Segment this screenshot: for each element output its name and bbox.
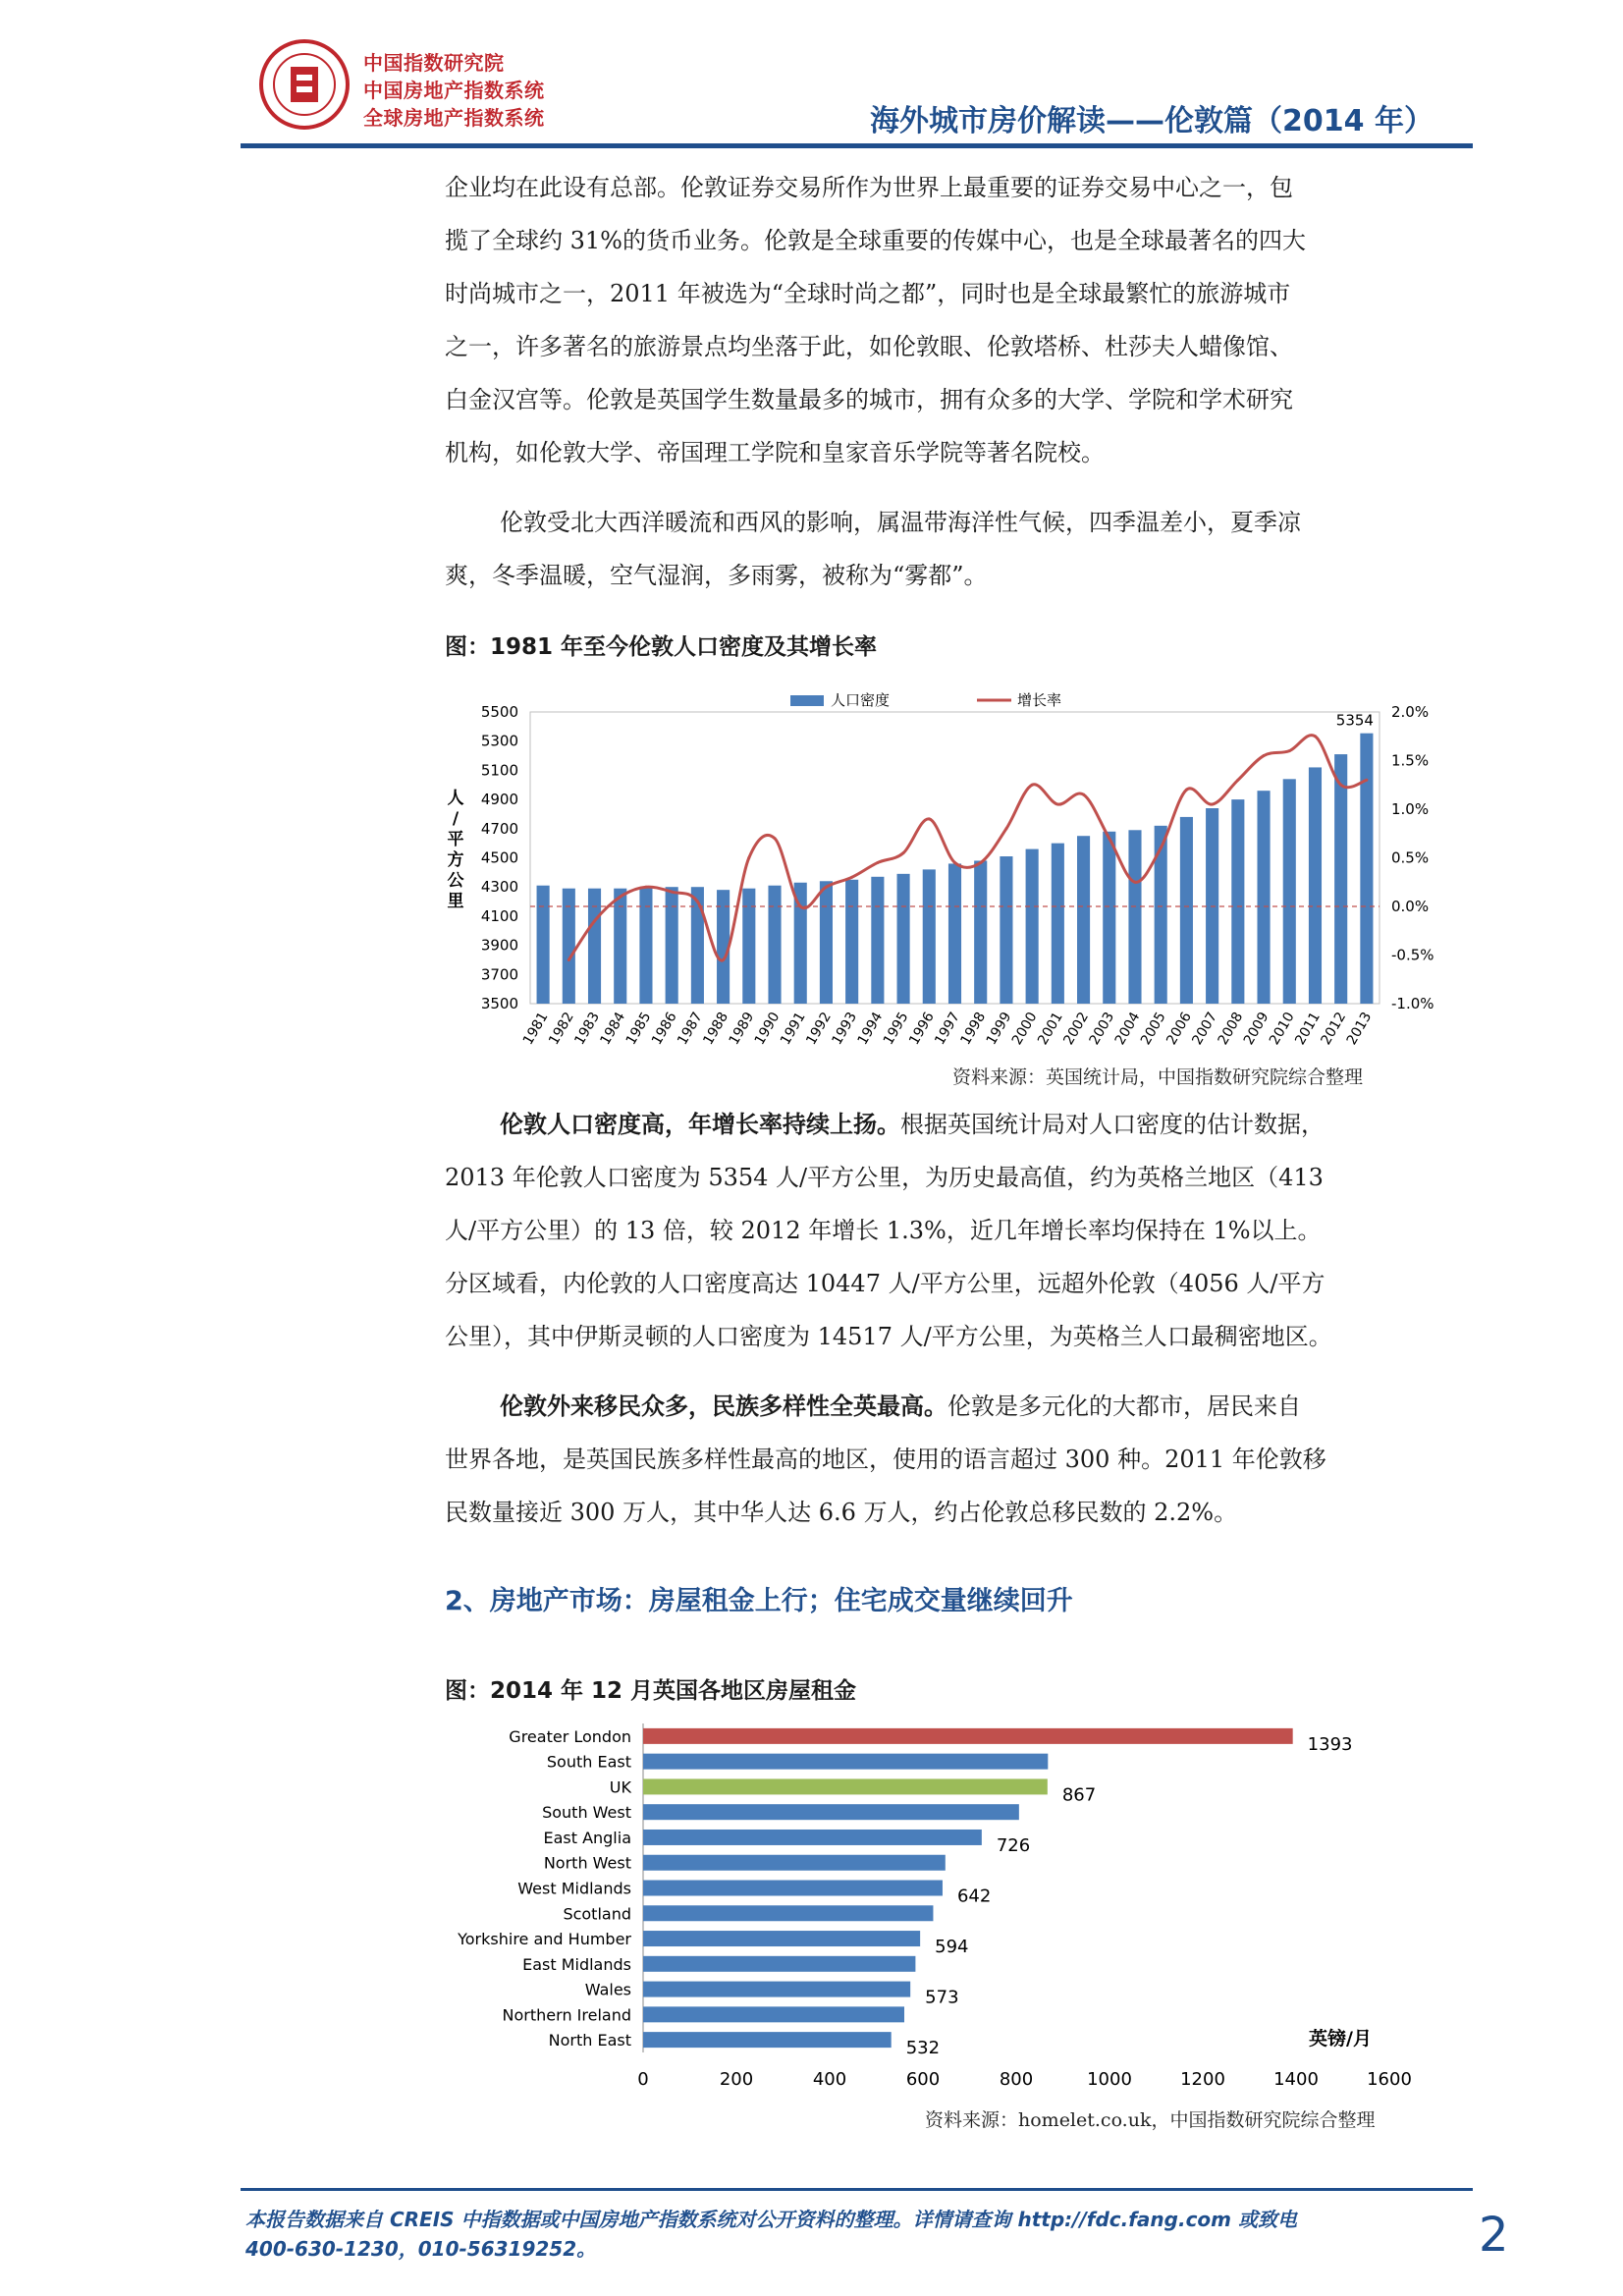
- value-label: 1393: [1307, 1733, 1353, 1755]
- y-tick-label: 5300: [480, 732, 518, 750]
- category-label: North East: [548, 2031, 631, 2050]
- growth-rate-point: [1108, 837, 1110, 840]
- density-bar: [948, 863, 961, 1004]
- x-tick-label: 1994: [854, 1010, 887, 1048]
- org-name-3: 全球房地产指数系统: [363, 106, 545, 130]
- x-tick-label: 2006: [1163, 1010, 1195, 1048]
- growth-rate-point: [876, 861, 879, 864]
- paragraph-4: [445, 1380, 1429, 1539]
- growth-rate-point: [1314, 735, 1317, 738]
- population-density-chart: [432, 687, 1443, 1070]
- x-tick-label: 1986: [648, 1010, 680, 1048]
- growth-rate-point: [1211, 803, 1214, 806]
- x-tick-label: 2000: [1008, 1010, 1041, 1048]
- y2-tick-label: -0.5%: [1391, 946, 1434, 964]
- x-tick-label: 200: [719, 2069, 754, 2090]
- density-bar: [742, 889, 755, 1004]
- paragraph-3-lead: 伦敦人口密度高，年增长率持续上扬。: [500, 1110, 900, 1138]
- org-name-1: 中国指数研究院: [363, 51, 505, 75]
- y-tick-label: 4300: [480, 878, 518, 897]
- unit-label: 英镑/月: [1309, 2028, 1372, 2050]
- category-label: South East: [546, 1752, 631, 1772]
- x-tick-label: 1984: [597, 1010, 629, 1048]
- density-bar: [666, 887, 678, 1004]
- page-number: 2: [1479, 2208, 1509, 2263]
- paragraph-3: [445, 1098, 1429, 1363]
- category-label: South West: [542, 1803, 631, 1823]
- growth-rate-point: [1236, 779, 1239, 782]
- x-tick-label: 1997: [932, 1010, 963, 1048]
- x-tick-label: 1992: [803, 1010, 835, 1048]
- category-label: Yorkshire and Humber: [458, 1930, 631, 1949]
- y2-tick-label: 2.0%: [1391, 703, 1430, 721]
- growth-rate-point: [902, 851, 905, 854]
- growth-rate-point: [799, 905, 802, 908]
- growth-rate-point: [979, 861, 982, 864]
- density-bar: [1334, 754, 1347, 1004]
- growth-rate-point: [747, 856, 750, 859]
- y-tick-label: 5100: [480, 761, 518, 780]
- rent-bar: [643, 1728, 1293, 1744]
- density-bar: [1052, 844, 1064, 1004]
- density-bar: [1283, 779, 1296, 1004]
- growth-rate-point: [671, 891, 674, 894]
- text-line: 分区域看，内伦敦的人口密度高达 10447 人/平方公里，远超外伦敦（4056 人/平方: [445, 1270, 1325, 1297]
- rent-bar: [643, 2032, 892, 2048]
- x-tick-label: 400: [812, 2069, 847, 2090]
- category-label: Scotland: [563, 1904, 631, 1924]
- rent-bar: [643, 1804, 1019, 1820]
- growth-rate-line: [568, 736, 1367, 961]
- paragraph-2: [445, 496, 1429, 602]
- text-line: 世界各地，是英国民族多样性最高的地区，使用的语言超过 300 种。2011 年伦敦移: [445, 1446, 1326, 1473]
- rent-bar: [643, 1855, 946, 1871]
- density-bar: [820, 881, 833, 1004]
- density-bar: [614, 889, 626, 1004]
- growth-rate-point: [644, 886, 647, 889]
- x-tick-label: 1000: [1087, 2069, 1132, 2090]
- value-label: 532: [905, 2038, 941, 2059]
- density-bar: [537, 886, 550, 1004]
- rent-bar: [643, 2006, 904, 2022]
- y2-tick-label: -1.0%: [1391, 995, 1434, 1012]
- rent-bar: [643, 1830, 982, 1845]
- y-tick-label: 4900: [480, 791, 518, 809]
- y-tick-label: 4100: [480, 906, 518, 925]
- paragraph-4-first-line: 伦敦是多元化的大都市，居民来自: [947, 1393, 1301, 1420]
- creis-logo-icon: [257, 37, 352, 132]
- density-bar: [1309, 767, 1322, 1004]
- growth-rate-point: [1185, 789, 1188, 792]
- growth-rate-point: [1133, 881, 1136, 884]
- density-bar: [1128, 830, 1141, 1004]
- category-label: UK: [609, 1777, 631, 1797]
- rent-by-region-chart: [432, 1714, 1443, 2106]
- category-label: West Midlands: [517, 1879, 631, 1898]
- x-tick-label: 2013: [1343, 1010, 1376, 1048]
- growth-rate-point: [696, 901, 699, 903]
- x-tick-label: 1981: [519, 1010, 552, 1048]
- y-tick-label: 3700: [480, 965, 518, 984]
- x-tick-label: 1990: [751, 1010, 784, 1048]
- y-tick-label: 4500: [480, 848, 518, 867]
- growth-rate-point: [1004, 827, 1007, 830]
- x-tick-label: 1983: [571, 1010, 603, 1048]
- x-tick-label: 2007: [1189, 1010, 1221, 1048]
- text-line: 民数量接近 300 万人，其中华人达 6.6 万人，约占伦敦总移民数的 2.2%。: [445, 1499, 1238, 1526]
- footer-contact: 400-630-1230，010-56319252。: [245, 2237, 597, 2261]
- paragraph-4-lead: 伦敦外来移民众多，民族多样性全英最高。: [500, 1392, 947, 1420]
- x-tick-label: 2003: [1086, 1010, 1118, 1048]
- density-bar: [871, 877, 884, 1004]
- x-tick-label: 1200: [1180, 2069, 1225, 2090]
- x-tick-label: 2001: [1035, 1010, 1066, 1048]
- y2-tick-label: 1.0%: [1391, 800, 1430, 818]
- org-name-2: 中国房地产指数系统: [363, 79, 545, 102]
- figure-2-title: 图：2014 年 12 月英国各地区房屋租金: [445, 1678, 857, 1704]
- density-bar: [1103, 832, 1115, 1004]
- density-bar: [974, 860, 987, 1004]
- x-tick-label: 2011: [1292, 1010, 1324, 1048]
- figure-2-source: 资料来源：homelet.co.uk，中国指数研究院综合整理: [925, 2109, 1376, 2131]
- y-tick-label: 3900: [480, 936, 518, 955]
- report-title: 海外城市房价解读——伦敦篇（2014 年）: [870, 104, 1434, 138]
- x-tick-label: 2010: [1267, 1010, 1298, 1048]
- text-line: [445, 1098, 1429, 1151]
- density-bar: [639, 887, 652, 1004]
- growth-rate-point: [722, 958, 725, 961]
- growth-rate-point: [774, 837, 777, 840]
- category-label: Greater London: [509, 1726, 631, 1746]
- text-line: 2013 年伦敦人口密度为 5354 人/平方公里，为历史最高值，约为英格兰地区（413: [445, 1164, 1324, 1191]
- text-line: 机构，如伦敦大学、帝国理工学院和皇家音乐学院等著名院校。: [445, 439, 1105, 466]
- density-bar: [1360, 734, 1373, 1004]
- y2-tick-label: 1.5%: [1391, 751, 1430, 770]
- x-tick-label: 1998: [957, 1010, 990, 1048]
- category-label: East Anglia: [543, 1828, 631, 1847]
- growth-rate-point: [1263, 754, 1266, 757]
- section-heading: 2、房地产市场：房屋租金上行；住宅成交量继续回升: [445, 1586, 1073, 1616]
- growth-rate-point: [1031, 784, 1034, 787]
- y2-tick-label: 0.0%: [1391, 898, 1430, 915]
- density-bar: [588, 889, 601, 1004]
- rent-bar: [643, 1754, 1048, 1770]
- x-tick-label: 600: [905, 2069, 941, 2090]
- text-line: 企业均在此设有总部。伦敦证券交易所作为世界上最重要的证券交易中心之一，包: [445, 174, 1293, 201]
- x-tick-label: 800: [999, 2069, 1034, 2090]
- data-label: 5354: [1335, 711, 1374, 730]
- rent-bar: [643, 1905, 933, 1921]
- density-bar: [1231, 799, 1244, 1004]
- growth-rate-point: [593, 919, 596, 922]
- x-tick-label: 1400: [1273, 2069, 1319, 2090]
- density-bar: [1000, 856, 1012, 1004]
- category-label: North West: [543, 1853, 631, 1873]
- text-line: 伦敦受北大西洋暖流和西风的影响，属温带海洋性气候，四季温差小，夏季凉: [500, 509, 1301, 536]
- x-tick-label: 1993: [829, 1010, 861, 1048]
- growth-rate-point: [1288, 749, 1291, 752]
- category-label: Wales: [584, 1980, 631, 1999]
- density-bar: [1077, 836, 1090, 1004]
- figure-1-title: 图：1981 年至今伦敦人口密度及其增长率: [445, 634, 878, 660]
- x-tick-label: 2002: [1060, 1010, 1093, 1048]
- x-tick-label: 1988: [700, 1010, 732, 1048]
- density-bar: [1257, 791, 1270, 1004]
- paragraph-3-first-line: 根据英国统计局对人口密度的估计数据，: [900, 1111, 1325, 1138]
- rent-bar: [643, 1881, 943, 1896]
- growth-rate-point: [1339, 784, 1342, 787]
- y-axis-label: 人/平方公里: [447, 789, 464, 911]
- x-tick-label: 1985: [622, 1010, 655, 1048]
- text-line: 人/平方公里）的 13 倍，较 2012 年增长 1.3%，近几年增长率均保持在 1%以上。: [445, 1217, 1322, 1244]
- x-tick-label: 1600: [1367, 2069, 1412, 2090]
- density-bar: [563, 889, 575, 1004]
- text-line: 之一，许多著名的旅游景点均坐落于此，如伦敦眼、伦敦塔桥、杜莎夫人蜡像馆、: [445, 333, 1293, 360]
- value-label: 642: [956, 1886, 992, 1907]
- text-line: 时尚城市之一，2011 年被选为“全球时尚之都”，同时也是全球最繁忙的旅游城市: [445, 280, 1291, 307]
- density-bar: [897, 874, 910, 1004]
- legend-label-density: 人口密度: [831, 691, 891, 709]
- rent-bar: [643, 1778, 1048, 1794]
- density-bar: [845, 880, 858, 1004]
- density-bar: [923, 869, 936, 1004]
- density-bar: [1180, 817, 1193, 1004]
- footer-note: 本报告数据来自 CREIS 中指数据或中国房地产指数系统对公开资料的整理。详情请查询 http://fdc.fang.com 或致电: [245, 2208, 1297, 2231]
- density-bar: [691, 887, 704, 1004]
- x-tick-label: 1991: [778, 1010, 809, 1048]
- rent-bar: [643, 1982, 910, 1997]
- x-tick-label: 2005: [1137, 1010, 1169, 1048]
- growth-rate-point: [825, 886, 828, 889]
- y2-tick-label: 0.5%: [1391, 848, 1430, 867]
- x-tick-label: 1999: [983, 1010, 1015, 1048]
- density-bar: [1155, 826, 1167, 1004]
- growth-rate-point: [619, 896, 622, 899]
- text-line: 揽了全球约 31%的货币业务。伦敦是全球重要的传媒中心，也是全球最著名的四大: [445, 227, 1306, 254]
- growth-rate-point: [1365, 779, 1368, 782]
- x-tick-label: 2009: [1240, 1010, 1272, 1048]
- category-label: Northern Ireland: [502, 2005, 631, 2025]
- x-tick-label: 1982: [546, 1010, 577, 1048]
- x-tick-label: 1989: [726, 1010, 758, 1048]
- growth-rate-point: [1056, 803, 1059, 806]
- x-tick-label: 0: [637, 2069, 649, 2090]
- legend-label-growth: 增长率: [1017, 691, 1062, 709]
- value-label: 594: [935, 1937, 969, 1958]
- text-line: 爽，冬季温暖，空气湿润，多雨雾，被称为“雾都”。: [445, 562, 988, 589]
- value-label: 573: [925, 1987, 959, 2008]
- growth-rate-point: [928, 817, 931, 820]
- text-line: 公里），其中伊斯灵顿的人口密度为 14517 人/平方公里，为英格兰人口最稠密地区。: [445, 1323, 1332, 1350]
- text-line: [445, 1380, 1429, 1433]
- legend-swatch-density: [790, 695, 824, 706]
- x-tick-label: 1996: [906, 1010, 938, 1048]
- footer-rule: [241, 2188, 1473, 2191]
- y-tick-label: 5500: [480, 703, 518, 721]
- growth-rate-point: [1082, 793, 1085, 796]
- growth-rate-point: [953, 861, 956, 864]
- text-line: 白金汉宫等。伦敦是英国学生数量最多的城市，拥有众多的大学、学院和学术研究: [445, 386, 1293, 413]
- value-label: 867: [1061, 1784, 1097, 1806]
- x-tick-label: 1987: [675, 1010, 706, 1048]
- growth-rate-point: [1160, 847, 1163, 849]
- rent-bar: [643, 1931, 920, 1946]
- category-label: East Midlands: [522, 1954, 631, 1974]
- paragraph-1: [445, 161, 1429, 479]
- density-bar: [1026, 849, 1039, 1004]
- value-label: 726: [996, 1834, 1031, 1856]
- density-bar: [768, 886, 781, 1004]
- header-rule: [241, 143, 1473, 148]
- x-tick-label: 1995: [880, 1010, 912, 1048]
- rent-bar: [643, 1956, 915, 1972]
- growth-rate-point: [568, 958, 570, 961]
- x-tick-label: 2008: [1215, 1010, 1247, 1048]
- y-tick-label: 4700: [480, 819, 518, 838]
- x-tick-label: 2012: [1318, 1010, 1350, 1048]
- growth-rate-point: [850, 876, 853, 879]
- x-tick-label: 2004: [1111, 1010, 1144, 1048]
- figure-1-source: 资料来源：英国统计局，中国指数研究院综合整理: [952, 1066, 1364, 1088]
- y-tick-label: 3500: [480, 995, 518, 1012]
